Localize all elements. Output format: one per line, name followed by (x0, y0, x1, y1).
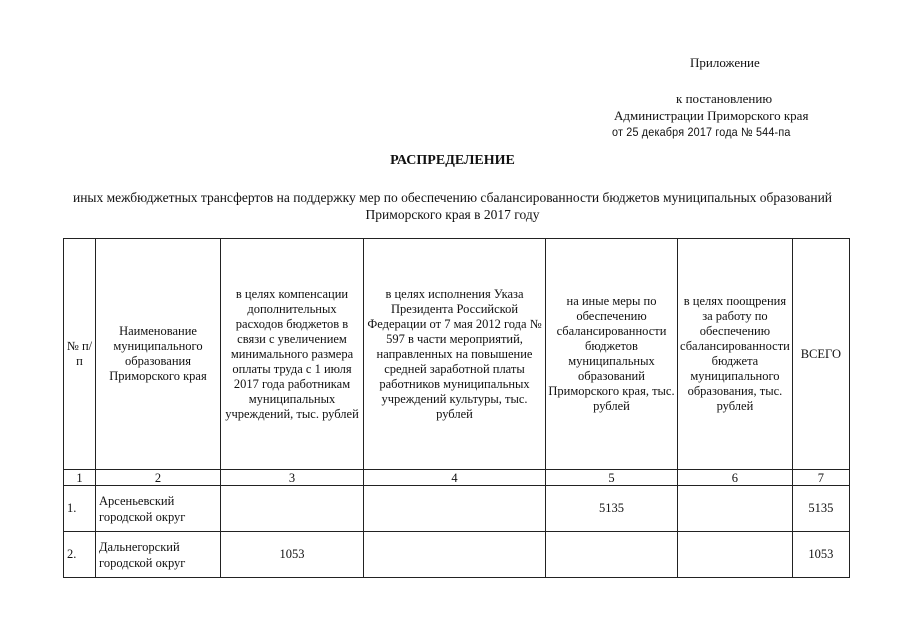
row-incentive-value (678, 532, 793, 578)
column-number: 3 (221, 470, 364, 486)
column-number: 5 (546, 470, 678, 486)
document-subtitle: иных межбюджетных трансфертов на поддержку мер по обеспечению сбалансированности бюджетов муниципальных образований Приморского края в 2017 году (72, 190, 833, 222)
row-municipality-name: Арсеньевский городской округ (96, 486, 221, 532)
annex-date-number: от 25 декабря 2017 года № 544-па (612, 125, 791, 139)
row-other-measures-value: 5135 (546, 486, 678, 532)
annex-title: Приложение (690, 55, 760, 70)
annex-reference: к постановлению (676, 91, 773, 106)
header-incentive: в целях поощрения за работу по обеспечению сбалансированности бюджета муниципального образования, тыс. рублей (678, 239, 793, 470)
header-total: ВСЕГО (792, 239, 849, 470)
row-incentive-value (678, 486, 793, 532)
column-number: 4 (364, 470, 546, 486)
column-number: 7 (792, 470, 849, 486)
header-min-wage-compensation: в целях компенсации дополнительных расходов бюджетов в связи с увеличением минимального размера оплаты труда с 1 июля 2017 года работникам муниципальных учреждений, тыс. рублей (221, 239, 364, 470)
table-row (64, 532, 850, 578)
row-municipality-name: Дальнегорский городской округ (96, 532, 221, 578)
row-index: 2. (64, 532, 96, 578)
header-index: № п/п (64, 239, 96, 470)
column-number-row (64, 470, 850, 486)
row-min-wage-value (221, 486, 364, 532)
column-number: 2 (96, 470, 221, 486)
document-heading: РАСПРЕДЕЛЕНИЕ (390, 153, 515, 168)
annex-issuer: Администрации Приморского края (614, 108, 809, 123)
row-total-value: 5135 (792, 486, 849, 532)
column-number: 1 (64, 470, 96, 486)
table-header-row (64, 239, 850, 470)
row-total-value: 1053 (792, 532, 849, 578)
table-row (64, 486, 850, 532)
header-presidential-decree: в целях исполнения Указа Президента Российской Федерации от 7 мая 2012 года № 597 в части мероприятий, направленных на повышение средней заработной платы работников муниципальных учреждений культуры, тыс. рублей (364, 239, 546, 470)
row-index: 1. (64, 486, 96, 532)
column-number: 6 (678, 470, 793, 486)
row-decree-value (364, 486, 546, 532)
row-min-wage-value: 1053 (221, 532, 364, 578)
row-decree-value (364, 532, 546, 578)
row-other-measures-value (546, 532, 678, 578)
header-other-measures: на иные меры по обеспечению сбалансированности бюджетов муниципальных образований Приморского края, тыс. рублей (546, 239, 678, 470)
header-municipality: Наименование муниципального образования Приморского края (96, 239, 221, 470)
distribution-table (63, 238, 850, 578)
